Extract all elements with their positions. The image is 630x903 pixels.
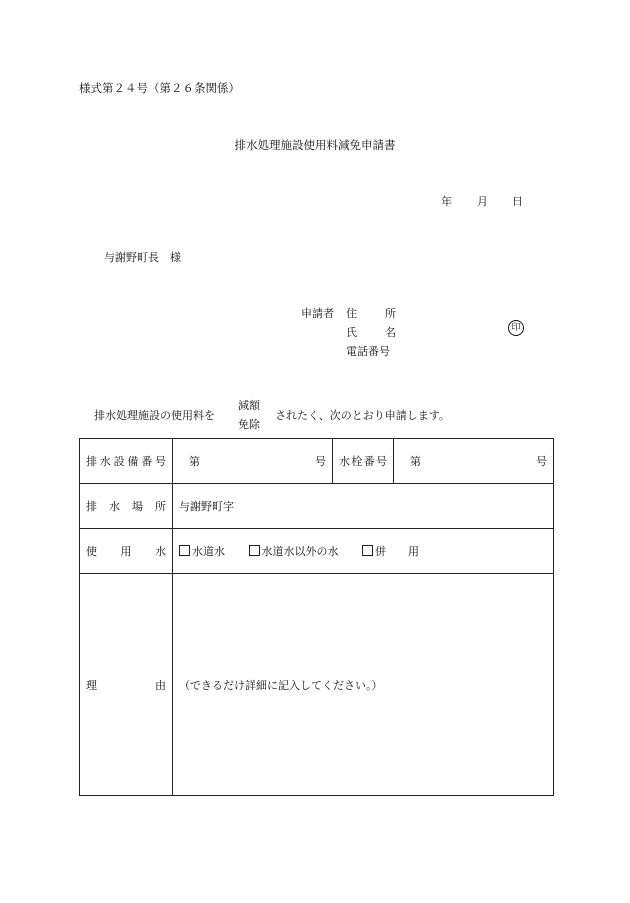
water-option-other[interactable]: 水道水以外の水 [249, 545, 339, 558]
application-table [79, 438, 554, 796]
checkbox-icon[interactable] [249, 545, 260, 556]
phone-label: 電話番号 [346, 345, 390, 358]
facility-number-label: 排 水 設 備 番 号 [80, 439, 173, 484]
water-use-label: 使 用 水 [80, 529, 173, 574]
table-row [80, 529, 554, 574]
request-lead-text: 排水処理施設の使用料を [94, 409, 215, 422]
water-use-options [173, 529, 554, 574]
addressee: 与謝野町長 様 [104, 251, 181, 264]
hydrant-number-label: 水 栓 番 号 [333, 439, 394, 484]
date-day-label: 日 [512, 195, 523, 208]
table-row [80, 574, 554, 796]
drain-place-label: 排 水 場 所 [80, 484, 173, 529]
water-option-tap[interactable]: 水道水 [179, 545, 225, 558]
option-reduce[interactable]: 減額 [238, 399, 260, 412]
request-tail-text: されたく、次のとおり申請します。 [275, 409, 450, 422]
reason-label: 理 由 [80, 574, 173, 796]
seal-icon: 印 [508, 320, 524, 336]
applicant-label: 申請者 [301, 307, 334, 320]
checkbox-icon[interactable] [179, 545, 190, 556]
table-row [80, 484, 554, 529]
drain-place-field[interactable]: 与謝野町字 [173, 484, 554, 529]
table-row [80, 439, 554, 484]
reason-hint: （できるだけ詳細に記入してください。） [179, 678, 383, 692]
water-option-combined[interactable]: 併 用 [362, 545, 419, 558]
address-label: 住 所 [346, 307, 396, 320]
date-year-label: 年 [441, 195, 452, 208]
name-label: 氏 名 [346, 326, 396, 339]
date-month-label: 月 [477, 195, 488, 208]
reason-field[interactable] [173, 574, 554, 796]
option-exempt[interactable]: 免除 [238, 418, 260, 431]
facility-number-field[interactable]: 第 号 [173, 439, 333, 484]
document-title: 排水処理施設使用料減免申請書 [234, 138, 396, 152]
form-number: 様式第２４号（第２６条関係） [79, 81, 240, 95]
checkbox-icon[interactable] [362, 545, 373, 556]
hydrant-number-field[interactable]: 第 号 [394, 439, 554, 484]
